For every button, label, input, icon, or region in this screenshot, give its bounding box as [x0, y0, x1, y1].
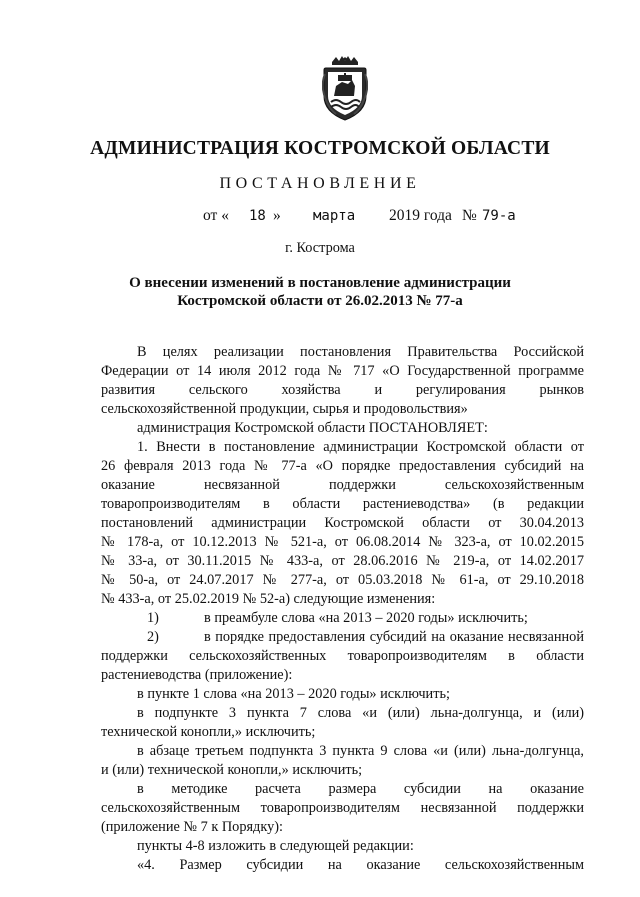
date-day-close: » [273, 207, 281, 224]
date-day: 18 [249, 208, 266, 224]
title-line-2: Костромской области от 26.02.2013 № 77-а [177, 293, 463, 309]
body-line: «4. Размер субсидии на оказание сельскохозяйственным [137, 857, 584, 873]
date-prefix: от « [203, 207, 229, 224]
body-line: пункты 4-8 изложить в следующей редакции: [137, 838, 414, 854]
body-line: технической конопли,» исключить; [101, 724, 316, 740]
document-type: ПОСТАНОВЛЕНИЕ [219, 175, 421, 192]
organization-name: АДМИНИСТРАЦИЯ КОСТРОМСКОЙ ОБЛАСТИ [90, 138, 550, 159]
list-marker: 2) [147, 629, 159, 645]
body-line: Федерации от 14 июля 2012 года № 717 «О Государственной программе [101, 363, 584, 379]
body-line: товаропроизводителям в области растениеводства» (в редакции [101, 496, 584, 512]
body-line: постановлений администрации Костромской области от 30.04.2013 [101, 515, 584, 531]
body-line: оказание несвязанной поддержки сельскохозяйственным [101, 477, 584, 493]
body-line: № 178-а, от 10.12.2013 № 521-а, от 06.08.2014 № 323-а, от 10.02.2015 [101, 534, 584, 550]
body-line: 26 февраля 2013 года № 77-а «О порядке предоставления субсидий на [101, 458, 584, 474]
body-line: № 433-а, от 25.02.2019 № 52-а) следующие изменения: [101, 591, 436, 607]
body-line: в абзаце третьем подпункта 3 пункта 9 слова «и (или) льна-долгунца, [137, 743, 584, 759]
date-month: марта [313, 208, 356, 224]
body-line: и (или) технической конопли,» исключить; [101, 762, 363, 778]
body-line: поддержки сельскохозяйственных товаропроизводителям в области [101, 648, 584, 664]
body-line: сельскохозяйственной продукции, сырья и продовольствия» [101, 401, 468, 417]
body-line: № 50-а, от 24.07.2017 № 277-а, от 05.03.2018 № 61-а, от 29.10.2018 [101, 572, 584, 588]
body-line: в преамбуле слова «на 2013 – 2020 годы» исключить; [204, 610, 528, 626]
body-line: 1. Внести в постановление администрации Костромской области от [137, 439, 584, 455]
body-line: № 33-а, от 30.11.2015 № 433-а, от 28.06.2016 № 219-а, от 14.02.2017 [101, 553, 584, 569]
date-year: 2019 года [389, 207, 452, 224]
body-line: (приложение № 7 к Порядку): [101, 819, 283, 835]
body-line: сельскохозяйственным товаропроизводителям несвязанной поддержки [101, 800, 584, 816]
title-line-1: О внесении изменений в постановление администрации [129, 275, 511, 291]
body-line: растениеводства (приложение): [101, 667, 293, 683]
body-line: в порядке предоставления субсидий на оказание несвязанной [204, 629, 584, 645]
city: г. Кострома [285, 240, 355, 256]
number-sign: № [462, 207, 477, 224]
body-line: развития сельского хозяйства и регулирования рынков [101, 382, 584, 398]
body-line: в пункте 1 слова «на 2013 – 2020 годы» исключить; [137, 686, 450, 702]
body-line: в подпункте 3 пункта 7 слова «и (или) льна-долгунца, и (или) [137, 705, 584, 721]
document-number: 79-а [482, 208, 516, 224]
list-marker: 1) [147, 610, 159, 626]
body-line: В целях реализации постановления Правительства Российской [137, 344, 584, 360]
body-line: администрация Костромской области ПОСТАНОВЛЯЕТ: [137, 420, 488, 436]
body-line: в методике расчета размера субсидии на оказание [137, 781, 584, 797]
coat-of-arms-emblem [322, 56, 368, 122]
document-title [0, 274, 640, 310]
